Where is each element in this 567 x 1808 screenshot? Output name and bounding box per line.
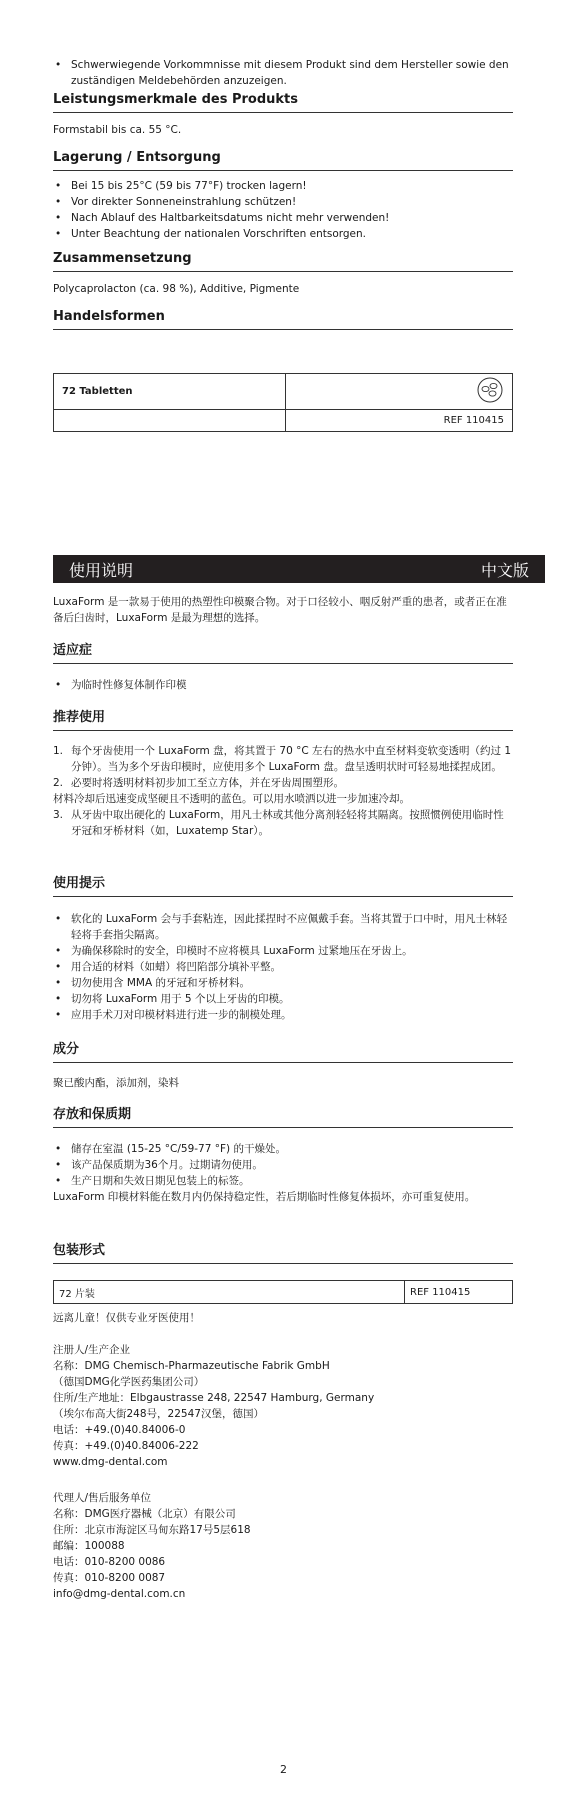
empty-cell	[54, 410, 286, 432]
list-item: • Unter Beachtung der nationalen Vorschriften entsorgen.	[53, 226, 513, 242]
section-heading-handelsformen: Handelsformen	[53, 308, 513, 330]
manufacturer-website: www.dmg-dental.com	[53, 1456, 168, 1468]
banner-title: 使用说明	[69, 560, 134, 580]
list-item: • 应用手术刀对印模材料进行进一步的制模处理。	[53, 1007, 513, 1023]
list-item: • Vor direkter Sonneneinstrahlung schützen!	[53, 194, 513, 210]
agent-line: 住所：北京市海淀区马甸东路17号5层618	[53, 1524, 251, 1536]
manufacturer-line: 电话：+49.(0)40.84006-0	[53, 1424, 186, 1436]
tablets-icon	[476, 377, 504, 406]
agent-line: 传真：010-8200 0087	[53, 1572, 166, 1584]
list-item: • Bei 15 bis 25°C (59 bis 77°F) trocken lagern!	[53, 178, 513, 194]
section-heading-leistung: Leistungsmerkmale des Produkts	[53, 91, 513, 113]
list-item: 1. 每个牙齿使用一个 LuxaForm 盘，将其置于 70 °C 左右的热水中直至材料变软变透明（约过 1 分钟）。当为多个牙齿印模时，应使用多个 LuxaForm 盘。盘呈透明状时可轻易地揉捏成团。	[53, 745, 512, 773]
product-cell: 72 片装	[54, 1281, 405, 1304]
top-bullet-list	[53, 57, 513, 89]
banner-language: 中文版	[480, 560, 529, 580]
handelsformen-table	[53, 373, 513, 432]
storage-note: LuxaForm 印模材料能在数月内仍保持稳定性，若后期临时性修复体损坏，亦可重复使用。	[53, 1191, 476, 1203]
manufacturer-line: 注册人/生产企业	[53, 1344, 131, 1356]
list-item: • 切勿使用含 MMA 的牙冠和牙桥材料。	[53, 975, 513, 991]
list-item: • 为临时性修复体制作印模	[53, 677, 513, 693]
agent-line: 名称：DMG医疗器械（北京）有限公司	[53, 1508, 236, 1520]
warning-text: 远离儿童！仅供专业牙医使用！	[53, 1312, 200, 1324]
leistung-text: Formstabil bis ca. 55 °C.	[53, 124, 182, 136]
composition-text: 聚已酸内酯，添加剂，染料	[53, 1077, 179, 1089]
list-item: • 生产日期和失效日期见包装上的标签。	[53, 1173, 513, 1189]
list-item: • 切勿将 LuxaForm 用于 5 个以上牙齿的印模。	[53, 991, 513, 1007]
section-heading-packaging: 包装形式	[53, 1242, 513, 1264]
section-heading-hints: 使用提示	[53, 875, 513, 897]
section-heading-usage: 推荐使用	[53, 709, 513, 731]
manufacturer-line: （埃尔布高大街248号，22547汉堡，德国）	[53, 1408, 264, 1420]
list-item: • Nach Ablauf des Haltbarkeitsdatums nicht mehr verwenden!	[53, 210, 513, 226]
section-heading-storage: 存放和保质期	[53, 1106, 513, 1128]
list-item: • 储存在室温 (15-25 °C/59-77 °F) 的干燥处。	[53, 1141, 513, 1157]
manufacturer-line: 名称：DMG Chemisch-Pharmazeutische Fabrik GmbH	[53, 1360, 330, 1372]
list-item: • 为确保移除时的安全，印模时不应将模具 LuxaForm 过紧地压在牙齿上。	[53, 943, 513, 959]
manufacturer-line: 传真：+49.(0)40.84006-222	[53, 1440, 199, 1452]
agent-line: 代理人/售后服务单位	[53, 1492, 152, 1504]
lagerung-list	[53, 178, 513, 242]
list-item: • 用合适的材料（如蜡）将凹陷部分填补平整。	[53, 959, 513, 975]
agent-email: info@dmg-dental.com.cn	[53, 1588, 186, 1600]
list-item: 3. 从牙齿中取出硬化的 LuxaForm，用凡士林或其他分离剂轻轻将其隔离。按照惯例使用临时性牙冠和牙桥材料（如，Luxatemp Star）。	[53, 809, 504, 837]
product-cell: 72 Tabletten	[54, 374, 286, 410]
section-heading-composition: 成分	[53, 1041, 513, 1063]
list-item: • Schwerwiegende Vorkommnisse mit diesem Produkt sind dem Hersteller sowie den zuständigen Meldebehörden anzuzeigen.	[53, 57, 513, 89]
language-banner	[53, 555, 545, 583]
section-heading-lagerung: Lagerung / Entsorgung	[53, 149, 513, 171]
ref-cell: REF 110415	[405, 1281, 513, 1304]
section-heading-zusammensetzung: Zusammensetzung	[53, 250, 513, 272]
list-item: • 软化的 LuxaForm 会与手套粘连，因此揉捏时不应佩戴手套。当将其置于口中时，用凡士林轻轻将手套指尖隔离。	[53, 911, 513, 943]
ref-cell: REF 110415	[286, 410, 513, 432]
page-number: 2	[280, 1763, 287, 1776]
storage-block	[53, 1141, 513, 1205]
packaging-table	[53, 1280, 513, 1304]
agent-line: 电话：010-8200 0086	[53, 1556, 166, 1568]
storage-list	[53, 1141, 513, 1189]
manufacturer-line: （德国DMG化学医药集团公司）	[53, 1376, 205, 1388]
manufacturer-block	[53, 1342, 513, 1470]
icon-cell	[286, 374, 513, 410]
usage-list	[53, 743, 513, 839]
intro-text: LuxaForm 是一款易于使用的热塑性印模聚合物。对于口径较小、咽反射严重的患者，或者正在准备后臼齿时，LuxaForm 是最为理想的选择。	[53, 596, 507, 624]
indication-list	[53, 677, 513, 693]
usage-note: 材料冷却后迅速变成坚硬且不透明的蓝色。可以用水喷洒以进一步加速冷却。	[53, 793, 410, 805]
agent-line: 邮编：100088	[53, 1540, 125, 1552]
section-heading-indication: 适应症	[53, 642, 513, 664]
list-item: 2. 必要时将透明材料初步加工至立方体，并在牙齿周围塑形。	[53, 777, 344, 789]
zusammensetzung-text: Polycaprolacton (ca. 98 %), Additive, Pigmente	[53, 283, 300, 295]
agent-block	[53, 1490, 513, 1602]
list-item: • 该产品保质期为36个月。过期请勿使用。	[53, 1157, 513, 1173]
manufacturer-line: 住所/生产地址：Elbgaustrasse 248, 22547 Hamburg, Germany	[53, 1392, 375, 1404]
hints-list	[53, 911, 513, 1023]
